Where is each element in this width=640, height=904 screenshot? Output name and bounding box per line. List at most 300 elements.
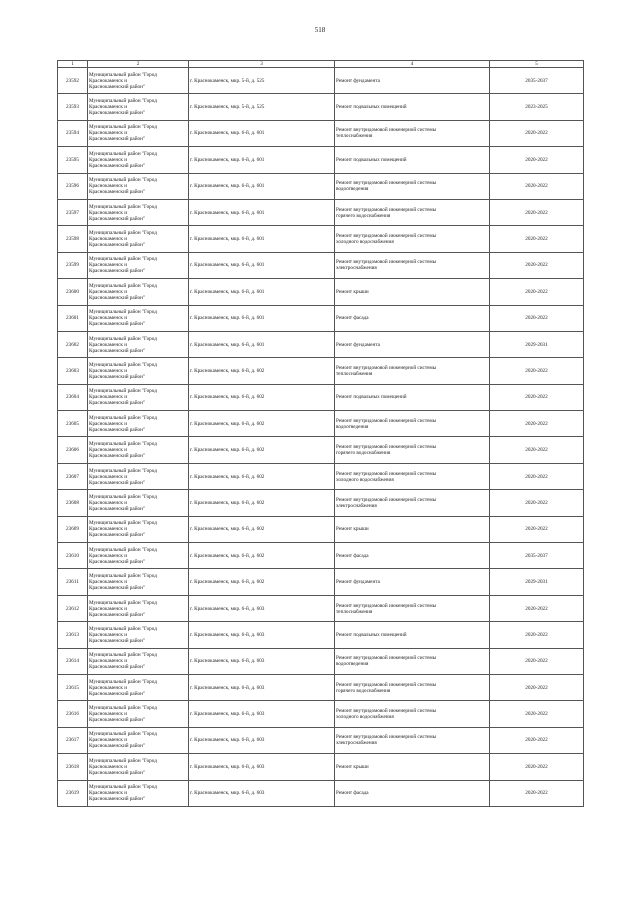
work-type-line: Ремонт внутридомовой инженерной системы <box>336 259 437 266</box>
work-type-cell <box>335 358 490 384</box>
period-cell: 2020-2022 <box>490 595 584 621</box>
address-cell: г. Краснокаменск, мкр. 6-й, д. 602 <box>189 543 335 569</box>
table-row <box>58 199 584 225</box>
work-type-line: Ремонт внутридомовой инженерной системы <box>336 417 437 424</box>
table-row <box>58 569 584 595</box>
work-type-line: Ремонт крыши <box>336 763 369 770</box>
municipality-line: Краснокаменский район" <box>89 796 145 803</box>
period-cell: 2020-2022 <box>490 173 584 199</box>
municipality-line: Краснокаменск и <box>89 473 128 480</box>
municipality-line: Краснокаменский район" <box>89 215 145 222</box>
period-cell: 2020-2022 <box>490 622 584 648</box>
table-row <box>58 331 584 357</box>
table-row <box>58 305 584 331</box>
table-row <box>58 358 584 384</box>
municipality-cell <box>88 569 189 595</box>
municipality-line: Муниципальный район "Город <box>89 230 157 237</box>
municipality-cell <box>88 780 189 806</box>
table-row <box>58 648 584 674</box>
work-type-line: Ремонт внутридомовой инженерной системы <box>336 734 437 741</box>
municipality-cell <box>88 648 189 674</box>
work-type-line: Ремонт крыши <box>336 288 369 295</box>
municipality-line: Краснокаменский район" <box>89 585 145 592</box>
work-type-line: Ремонт подвальных помещений <box>336 631 407 638</box>
municipality-line: Муниципальный район "Город <box>89 441 157 448</box>
address-cell: г. Краснокаменск, мкр. 6-й, д. 601 <box>189 279 335 305</box>
municipality-line: Краснокаменский район" <box>89 242 145 249</box>
work-type-cell <box>335 279 490 305</box>
period-cell: 2020-2022 <box>490 358 584 384</box>
municipality-line: Краснокаменск и <box>89 499 128 506</box>
work-type-line: холодного водоснабжения <box>336 714 394 721</box>
address-cell: г. Краснокаменск, мкр. 6-й, д. 601 <box>189 173 335 199</box>
page-number: 518 <box>314 26 326 34</box>
table-row <box>58 226 584 252</box>
row-number: 23603 <box>58 358 88 384</box>
column-header-1: 1 <box>58 61 88 68</box>
work-type-line: теплоснабжения <box>336 608 373 615</box>
work-type-line: Ремонт внутридомовой инженерной системы <box>336 444 437 451</box>
municipality-line: Краснокаменский район" <box>89 268 145 275</box>
table-row <box>58 754 584 780</box>
row-number: 23616 <box>58 701 88 727</box>
row-number: 23609 <box>58 516 88 542</box>
work-type-cell <box>335 68 490 94</box>
work-type-line: Ремонт внутридомовой инженерной системы <box>336 602 437 609</box>
municipality-line: Краснокаменск и <box>89 288 128 295</box>
work-type-line: Ремонт внутридомовой инженерной системы <box>336 496 437 503</box>
municipality-cell <box>88 674 189 700</box>
municipality-line: Краснокаменск и <box>89 579 128 586</box>
municipality-line: Краснокаменский район" <box>89 373 145 380</box>
work-type-cell <box>335 199 490 225</box>
address-cell: г. Краснокаменск, мкр. 6-й, д. 603 <box>189 727 335 753</box>
period-cell: 2020-2022 <box>490 279 584 305</box>
table-row <box>58 463 584 489</box>
municipality-cell <box>88 543 189 569</box>
municipality-line: Краснокаменский район" <box>89 162 145 169</box>
address-cell: г. Краснокаменск, мкр. 6-й, д. 603 <box>189 674 335 700</box>
municipality-line: Муниципальный район "Город <box>89 599 157 606</box>
column-number-row <box>58 61 584 68</box>
municipality-line: Муниципальный район "Город <box>89 467 157 474</box>
municipality-line: Краснокаменск и <box>89 684 128 691</box>
municipality-cell <box>88 120 189 146</box>
period-cell: 2020-2022 <box>490 754 584 780</box>
table-row <box>58 437 584 463</box>
municipality-line: Муниципальный район "Город <box>89 203 157 210</box>
municipality-line: Краснокаменск и <box>89 447 128 454</box>
municipality-line: Муниципальный район "Город <box>89 309 157 316</box>
address-cell: г. Краснокаменск, мкр. 6-й, д. 601 <box>189 199 335 225</box>
period-cell: 2020-2022 <box>490 252 584 278</box>
work-type-cell <box>335 701 490 727</box>
period-cell: 2020-2022 <box>490 463 584 489</box>
municipality-line: Краснокаменский район" <box>89 743 145 750</box>
work-type-line: Ремонт крыши <box>336 526 369 533</box>
address-cell: г. Краснокаменск, мкр. 6-й, д. 603 <box>189 754 335 780</box>
municipality-cell <box>88 516 189 542</box>
municipality-line: Муниципальный район "Город <box>89 625 157 632</box>
municipality-line: Краснокаменский район" <box>89 558 145 565</box>
work-type-cell <box>335 147 490 173</box>
work-type-cell <box>335 648 490 674</box>
work-type-cell <box>335 331 490 357</box>
municipality-line: Краснокаменский район" <box>89 611 145 618</box>
address-cell: г. Краснокаменск, мкр. 6-й, д. 602 <box>189 569 335 595</box>
municipality-cell <box>88 68 189 94</box>
work-type-line: электроснабжения <box>336 265 377 272</box>
row-number: 23601 <box>58 305 88 331</box>
municipality-line: Краснокаменск и <box>89 209 128 216</box>
table-row <box>58 173 584 199</box>
work-type-line: Ремонт внутридомовой инженерной системы <box>336 364 437 371</box>
municipality-line: Муниципальный район "Город <box>89 414 157 421</box>
work-type-cell <box>335 727 490 753</box>
work-type-line: Ремонт внутридомовой инженерной системы <box>336 180 437 187</box>
work-type-cell <box>335 622 490 648</box>
municipality-line: Краснокаменск и <box>89 420 128 427</box>
municipality-line: Краснокаменск и <box>89 526 128 533</box>
municipality-cell <box>88 463 189 489</box>
municipality-cell <box>88 147 189 173</box>
period-cell: 2020-2022 <box>490 384 584 410</box>
municipality-line: Краснокаменск и <box>89 183 128 190</box>
work-type-cell <box>335 94 490 120</box>
municipality-line: Муниципальный район "Город <box>89 177 157 184</box>
work-type-cell <box>335 754 490 780</box>
address-cell: г. Краснокаменск, мкр. 6-й, д. 603 <box>189 622 335 648</box>
municipality-line: Муниципальный район "Город <box>89 256 157 263</box>
municipality-line: Муниципальный район "Город <box>89 124 157 131</box>
municipality-cell <box>88 727 189 753</box>
municipality-line: Краснокаменский район" <box>89 453 145 460</box>
municipality-cell <box>88 173 189 199</box>
municipality-line: Муниципальный район "Город <box>89 546 157 553</box>
row-number: 23612 <box>58 595 88 621</box>
municipality-line: Муниципальный район "Город <box>89 757 157 764</box>
table-row <box>58 622 584 648</box>
column-header-5: 5 <box>490 61 584 68</box>
period-cell: 2020-2022 <box>490 701 584 727</box>
row-number: 23594 <box>58 120 88 146</box>
municipality-line: Муниципальный район "Город <box>89 573 157 580</box>
municipality-line: Муниципальный район "Город <box>89 493 157 500</box>
period-cell: 2020-2022 <box>490 490 584 516</box>
table-row <box>58 68 584 94</box>
repair-schedule-table <box>57 60 584 807</box>
municipality-line: Муниципальный район "Город <box>89 784 157 791</box>
period-cell: 2020-2022 <box>490 727 584 753</box>
work-type-line: Ремонт подвальных помещений <box>336 156 407 163</box>
row-number: 23613 <box>58 622 88 648</box>
work-type-line: электроснабжения <box>336 740 377 747</box>
period-cell: 2020-2022 <box>490 648 584 674</box>
municipality-line: Краснокаменский район" <box>89 83 145 90</box>
address-cell: г. Краснокаменск, мкр. 6-й, д. 603 <box>189 648 335 674</box>
municipality-line: Краснокаменский район" <box>89 637 145 644</box>
row-number: 23614 <box>58 648 88 674</box>
municipality-line: Муниципальный район "Город <box>89 150 157 157</box>
municipality-line: Краснокаменск и <box>89 77 128 84</box>
period-cell: 2035-2037 <box>490 543 584 569</box>
table-row <box>58 516 584 542</box>
work-type-line: горячего водоснабжения <box>336 212 391 219</box>
row-number: 23600 <box>58 279 88 305</box>
table-body <box>58 68 584 807</box>
row-number: 23605 <box>58 411 88 437</box>
table-row <box>58 94 584 120</box>
work-type-line: холодного водоснабжения <box>336 239 394 246</box>
row-number: 23608 <box>58 490 88 516</box>
municipality-line: Краснокаменск и <box>89 130 128 137</box>
table-row <box>58 490 584 516</box>
work-type-cell <box>335 173 490 199</box>
work-type-cell <box>335 120 490 146</box>
row-number: 23598 <box>58 226 88 252</box>
work-type-cell <box>335 226 490 252</box>
period-cell: 2020-2022 <box>490 199 584 225</box>
work-type-cell <box>335 674 490 700</box>
municipality-line: Краснокаменский район" <box>89 479 145 486</box>
municipality-line: Краснокаменск и <box>89 737 128 744</box>
work-type-line: Ремонт фасада <box>336 315 369 322</box>
municipality-line: Краснокаменск и <box>89 367 128 374</box>
work-type-line: водоотведения <box>336 423 369 430</box>
work-type-cell <box>335 569 490 595</box>
municipality-line: Краснокаменский район" <box>89 690 145 697</box>
row-number: 23607 <box>58 463 88 489</box>
municipality-line: Краснокаменск и <box>89 262 128 269</box>
municipality-line: Краснокаменск и <box>89 104 128 111</box>
municipality-cell <box>88 305 189 331</box>
municipality-line: Краснокаменск и <box>89 605 128 612</box>
municipality-line: Краснокаменск и <box>89 711 128 718</box>
municipality-line: Краснокаменск и <box>89 763 128 770</box>
row-number: 23604 <box>58 384 88 410</box>
municipality-cell <box>88 754 189 780</box>
work-type-line: Ремонт подвальных помещений <box>336 394 407 401</box>
municipality-line: Краснокаменский район" <box>89 505 145 512</box>
municipality-line: Краснокаменск и <box>89 156 128 163</box>
municipality-line: Краснокаменск и <box>89 552 128 559</box>
municipality-line: Краснокаменский район" <box>89 136 145 143</box>
municipality-cell <box>88 622 189 648</box>
row-number: 23606 <box>58 437 88 463</box>
municipality-line: Муниципальный район "Город <box>89 520 157 527</box>
municipality-cell <box>88 226 189 252</box>
period-cell: 2020-2022 <box>490 226 584 252</box>
municipality-cell <box>88 279 189 305</box>
address-cell: г. Краснокаменск, мкр. 6-й, д. 602 <box>189 463 335 489</box>
work-type-line: Ремонт внутридомовой инженерной системы <box>336 127 437 134</box>
address-cell: г. Краснокаменск, мкр. 6-й, д. 601 <box>189 226 335 252</box>
table-row <box>58 279 584 305</box>
municipality-line: Муниципальный район "Город <box>89 98 157 105</box>
table-row <box>58 674 584 700</box>
municipality-cell <box>88 384 189 410</box>
work-type-cell <box>335 490 490 516</box>
municipality-line: Краснокаменск и <box>89 658 128 665</box>
municipality-cell <box>88 199 189 225</box>
period-cell: 2020-2022 <box>490 411 584 437</box>
period-cell: 2020-2022 <box>490 437 584 463</box>
municipality-line: Краснокаменск и <box>89 790 128 797</box>
period-cell: 2020-2022 <box>490 305 584 331</box>
municipality-line: Муниципальный район "Город <box>89 678 157 685</box>
municipality-line: Муниципальный район "Город <box>89 652 157 659</box>
municipality-cell <box>88 358 189 384</box>
municipality-cell <box>88 701 189 727</box>
table-row <box>58 780 584 806</box>
period-cell: 2020-2022 <box>490 120 584 146</box>
address-cell: г. Краснокаменск, мкр. 5-й, д. 525 <box>189 68 335 94</box>
municipality-line: Краснокаменский район" <box>89 321 145 328</box>
period-cell: 2035-2037 <box>490 68 584 94</box>
municipality-line: Краснокаменск и <box>89 631 128 638</box>
municipality-line: Краснокаменский район" <box>89 532 145 539</box>
address-cell: г. Краснокаменск, мкр. 6-й, д. 602 <box>189 516 335 542</box>
address-cell: г. Краснокаменск, мкр. 6-й, д. 602 <box>189 490 335 516</box>
address-cell: г. Краснокаменск, мкр. 6-й, д. 601 <box>189 147 335 173</box>
row-number: 23596 <box>58 173 88 199</box>
municipality-line: Муниципальный район "Город <box>89 731 157 738</box>
table-row <box>58 411 584 437</box>
work-type-line: теплоснабжения <box>336 133 373 140</box>
work-type-line: Ремонт фундамента <box>336 341 380 348</box>
period-cell: 2029-2031 <box>490 569 584 595</box>
work-type-line: Ремонт подвальных помещений <box>336 104 407 111</box>
work-type-line: Ремонт фасада <box>336 790 369 797</box>
column-header-4: 4 <box>335 61 490 68</box>
municipality-cell <box>88 411 189 437</box>
work-type-line: электроснабжения <box>336 502 377 509</box>
work-type-cell <box>335 305 490 331</box>
table-row <box>58 595 584 621</box>
address-cell: г. Краснокаменск, мкр. 6-й, д. 602 <box>189 384 335 410</box>
municipality-cell <box>88 331 189 357</box>
table-row <box>58 384 584 410</box>
work-type-line: горячего водоснабжения <box>336 687 391 694</box>
municipality-line: Муниципальный район "Город <box>89 361 157 368</box>
row-number: 23617 <box>58 727 88 753</box>
municipality-line: Краснокаменский район" <box>89 400 145 407</box>
work-type-line: водоотведения <box>336 661 369 668</box>
municipality-line: Краснокаменский район" <box>89 347 145 354</box>
work-type-line: теплоснабжения <box>336 370 373 377</box>
table-row <box>58 252 584 278</box>
period-cell: 2020-2022 <box>490 147 584 173</box>
row-number: 23615 <box>58 674 88 700</box>
address-cell: г. Краснокаменск, мкр. 6-й, д. 602 <box>189 358 335 384</box>
municipality-line: Муниципальный район "Город <box>89 705 157 712</box>
row-number: 23593 <box>58 94 88 120</box>
work-type-cell <box>335 252 490 278</box>
municipality-cell <box>88 490 189 516</box>
municipality-cell <box>88 437 189 463</box>
work-type-cell <box>335 384 490 410</box>
municipality-line: Краснокаменск и <box>89 394 128 401</box>
municipality-line: Краснокаменский район" <box>89 110 145 117</box>
municipality-cell <box>88 595 189 621</box>
table-row <box>58 120 584 146</box>
period-cell: 2029-2031 <box>490 331 584 357</box>
municipality-line: Муниципальный район "Город <box>89 282 157 289</box>
municipality-line: Краснокаменский район" <box>89 189 145 196</box>
work-type-line: Ремонт внутридомовой инженерной системы <box>336 708 437 715</box>
address-cell: г. Краснокаменск, мкр. 6-й, д. 601 <box>189 120 335 146</box>
work-type-cell <box>335 437 490 463</box>
work-type-cell <box>335 595 490 621</box>
work-type-line: холодного водоснабжения <box>336 476 394 483</box>
address-cell: г. Краснокаменск, мкр. 6-й, д. 601 <box>189 305 335 331</box>
table-row <box>58 543 584 569</box>
period-cell: 2020-2022 <box>490 516 584 542</box>
municipality-line: Краснокаменский район" <box>89 294 145 301</box>
work-type-line: Ремонт внутридомовой инженерной системы <box>336 655 437 662</box>
address-cell: г. Краснокаменск, мкр. 6-й, д. 602 <box>189 411 335 437</box>
municipality-line: Муниципальный район "Город <box>89 335 157 342</box>
municipality-cell <box>88 252 189 278</box>
work-type-line: Ремонт внутридомовой инженерной системы <box>336 233 437 240</box>
work-type-line: водоотведения <box>336 186 369 193</box>
work-type-line: Ремонт внутридомовой инженерной системы <box>336 470 437 477</box>
work-type-cell <box>335 463 490 489</box>
address-cell: г. Краснокаменск, мкр. 6-й, д. 601 <box>189 331 335 357</box>
address-cell: г. Краснокаменск, мкр. 6-й, д. 603 <box>189 701 335 727</box>
municipality-line: Краснокаменский район" <box>89 664 145 671</box>
row-number: 23611 <box>58 569 88 595</box>
municipality-line: Краснокаменский район" <box>89 426 145 433</box>
row-number: 23618 <box>58 754 88 780</box>
municipality-line: Краснокаменский район" <box>89 769 145 776</box>
work-type-line: Ремонт фундамента <box>336 579 380 586</box>
row-number: 23597 <box>58 199 88 225</box>
municipality-line: Муниципальный район "Город <box>89 388 157 395</box>
row-number: 23592 <box>58 68 88 94</box>
address-cell: г. Краснокаменск, мкр. 6-й, д. 601 <box>189 252 335 278</box>
work-type-cell <box>335 411 490 437</box>
row-number: 23595 <box>58 147 88 173</box>
address-cell: г. Краснокаменск, мкр. 6-й, д. 602 <box>189 437 335 463</box>
address-cell: г. Краснокаменск, мкр. 6-й, д. 603 <box>189 595 335 621</box>
work-type-line: Ремонт фундамента <box>336 77 380 84</box>
municipality-line: Муниципальный район "Город <box>89 71 157 78</box>
work-type-line: Ремонт фасада <box>336 552 369 559</box>
work-type-line: Ремонт внутридомовой инженерной системы <box>336 206 437 213</box>
work-type-line: горячего водоснабжения <box>336 450 391 457</box>
table-row <box>58 147 584 173</box>
municipality-line: Краснокаменск и <box>89 341 128 348</box>
municipality-line: Краснокаменск и <box>89 315 128 322</box>
period-cell: 2020-2022 <box>490 780 584 806</box>
work-type-cell <box>335 543 490 569</box>
column-header-3: 3 <box>189 61 335 68</box>
work-type-cell <box>335 516 490 542</box>
table-row <box>58 727 584 753</box>
municipality-cell <box>88 94 189 120</box>
municipality-line: Краснокаменск и <box>89 236 128 243</box>
municipality-line: Краснокаменский район" <box>89 717 145 724</box>
work-type-line: Ремонт внутридомовой инженерной системы <box>336 681 437 688</box>
work-type-cell <box>335 780 490 806</box>
row-number: 23619 <box>58 780 88 806</box>
period-cell: 2023-2025 <box>490 94 584 120</box>
address-cell: г. Краснокаменск, мкр. 6-й, д. 603 <box>189 780 335 806</box>
row-number: 23602 <box>58 331 88 357</box>
row-number: 23599 <box>58 252 88 278</box>
address-cell: г. Краснокаменск, мкр. 5-й, д. 525 <box>189 94 335 120</box>
